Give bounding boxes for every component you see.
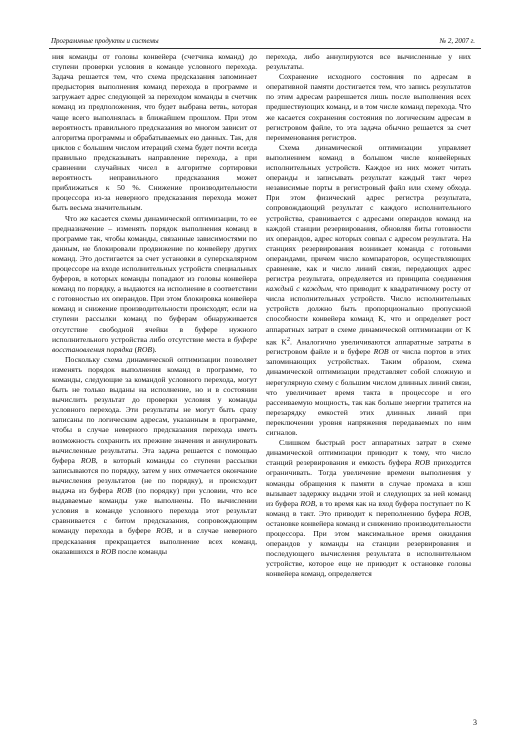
text-run: , остановке конвейера команд и снижению производительности процессора. При этом максимальное время ожидания операндов у команды на станции резервирования и последующего вычисления результата в исполнительном устройстве, которое еще не приводит к остановке головы конвейера команд, определяется — [266, 508, 471, 579]
italic-term: ROB — [156, 526, 172, 536]
text-run: приходится ограничивать. Тогда увеличение времени выполнения у команды обращения к памяти в случае промаха в кэш вызывает задержку выдачи этой и следующих за ней команд из буфера — [266, 458, 471, 508]
italic-term: ROB — [373, 347, 389, 357]
italic-term: ROB — [414, 458, 430, 468]
paragraph: ния команды от головы конвейера (счетчика команд) до ступени проверки условия в команде условного перехода. Задача решается тем, что схема предсказания запоминает предыстория выполнения команд перехода в программе и загружает адрес следующей за переходом команды в счетчик команд из предположения, что будет выбрана ветвь, которая чаще всего выполнялась в ближайшем прошлом. При этом вероятность правильного предсказания во многом зависит от алгоритма программы и обрабатываемых ею данных. Так, для циклов с большим числом итераций схема будет почти всегда правильно предсказывать направление перехода, а при сравнении случайных чисел в алгоритме сортировки вероятность неправильного предсказания может приближаться к 50 %. Снижение производительности процессора из-за неверного предсказания перехода может быть весьма значительным. — [52, 52, 257, 213]
text-run: . Аналогично увеличиваются аппаратные затраты в регистровом файле и в буфере — [266, 337, 471, 357]
text-column-right — [266, 52, 471, 579]
text-run: после команды — [115, 546, 168, 556]
text-run: , в то время как на вход буфера поступает по K команд в такт. Это приводит к переполнению буфера — [266, 498, 471, 518]
italic-term: ROB — [80, 455, 96, 465]
text-run: , в который команды со ступени рассылки записываются по порядку, затем у них отмечается окончание вычисления результатов (не по порядку), и происходит выдача из буфера — [52, 455, 257, 496]
paragraph — [266, 438, 471, 579]
italic-term: каждый с каждым — [266, 284, 332, 294]
superscript: 2 — [286, 335, 291, 343]
issue-number: № 2, 2007 г. — [439, 37, 475, 45]
italic-term: ROB — [454, 508, 470, 518]
paragraph — [266, 72, 471, 143]
paragraph — [266, 143, 471, 438]
journal-title: Программные продукты и системы — [51, 37, 159, 45]
italic-term: ROB — [300, 498, 316, 508]
header-rule — [49, 48, 481, 49]
paragraph — [52, 355, 257, 557]
text-run: , что приводит к квадратичному росту от числа исполнительных устройств. Число исполнительных устройств должно быть пропорционально пропускной способности конвейера команд K, что и определяет рост аппаратных затрат в схеме динамической оптимизации от K как K — [266, 284, 471, 347]
text-run: ( — [132, 344, 138, 354]
paragraph: перехода, либо аннулируются все вычисленные у них результаты. — [266, 52, 471, 72]
text-run: Схема динамической оптимизации управляет выполнением команд в большом числе конвейерных исполнительных устройств. Каждое из них может читать операнды и записывать результат каждый такт через независимые порты в регистровый файл или схему обхода. При этом физический адрес регистра результата, сопровождающий результат с каждого исполнительного устройства, сравнивается с адресами операндов команд на каждой станции резервирования, обновляя биты готовности их операндов, адрес которых совпал с адресом результата. На станциях резервирования возникает команда с готовыми операндами, причем число компараторов, осуществляющих сравнение, как и число линий связи, передающих адрес регистра результата, определяется из принципа соединения — [266, 142, 471, 284]
text-run: Что же касается схемы динамической оптимизации, то ее предназначение – изменять порядок выполнения команд в программе так, чтобы команды, связанные зависимостями по данным, не блокировали продвижение по конвейеру других команд. Это достигается за счет установки в суперскалярном процессоре на входе исполнительных устройств специальных буферов, в которых команды попадают из головы конвейера команд по порядку, а выдаются на исполнение в соответствии с готовностью их операндов. При этом блокировка конвейера команд и снижение производительности происходят, если на ступени рассылки команд по буферам обнаруживается отсутствие свободной ячейки в буфере нужного исполнительного устройства либо отсутствие места в — [52, 213, 257, 344]
text-run: от числа портов в этих запоминающих устройствах. Таким образом, схема динамической оптимизации представляет собой сложную и нерегулярную схему с большим числом длинных линий связи, что увеличивает время такта в процессоре и его рассеиваемую мощность, так как больше энергии тратится на перезарядку емкостей этих длинных линий при переключении уровня напряжения передаваемых по ним сигналов. — [266, 347, 472, 438]
italic-term: ROB — [116, 486, 132, 496]
text-run: Сохранение исходного состояния по адресам в оперативной памяти достигается тем, что запись результатов по этим адресам разрешается лишь после выполнения всех предшествующих команд, и в том числе команд перехода. Что же касается сохранения состояния по логическим адресам в регистровом файле, то эта задача обычно решается за счет переименования регистров. — [266, 72, 471, 142]
text-run: , и в случае неверного предсказания прекращается выполнение всех команд, оказавшихся в — [52, 526, 258, 556]
text-run: Слишком быстрый рост аппаратных затрат в схеме динамической оптимизации приводит к тому, что число станций резервирования и емкость буфера — [266, 438, 471, 468]
text-run: ). — [152, 344, 157, 354]
italic-term: буфере восстановления порядка — [52, 334, 257, 354]
paragraph — [52, 214, 257, 355]
text-column-left — [52, 52, 257, 557]
running-header — [49, 34, 481, 46]
italic-term: ROB — [137, 344, 153, 354]
page-number: 3 — [473, 718, 477, 727]
text-run: (по порядку) при условии, что все выдаваемые команды уже выполнены. По вычислении условия в команде условного перехода этот результат сравнивается с битом предсказания, сопровождающим команду перехода в буфере — [52, 486, 257, 536]
italic-term: ROB — [101, 546, 116, 556]
text-run: Поскольку схема динамической оптимизации позволяет изменять порядок выполнения команд в программе, то команды, следующие за командой условного перехода, могут быть не только выданы на исполнение, но и в состоянии вычислить результат до проверки условия у команды условного перехода. Эти результаты не могут быть сразу записаны по логическим адресам, указанным в программе, чтобы в случае неверного предсказания перехода иметь возможность сохранить их прежние значения и аннулировать вычисленные результаты. Эта задача решается с помощью буфера — [52, 354, 257, 465]
